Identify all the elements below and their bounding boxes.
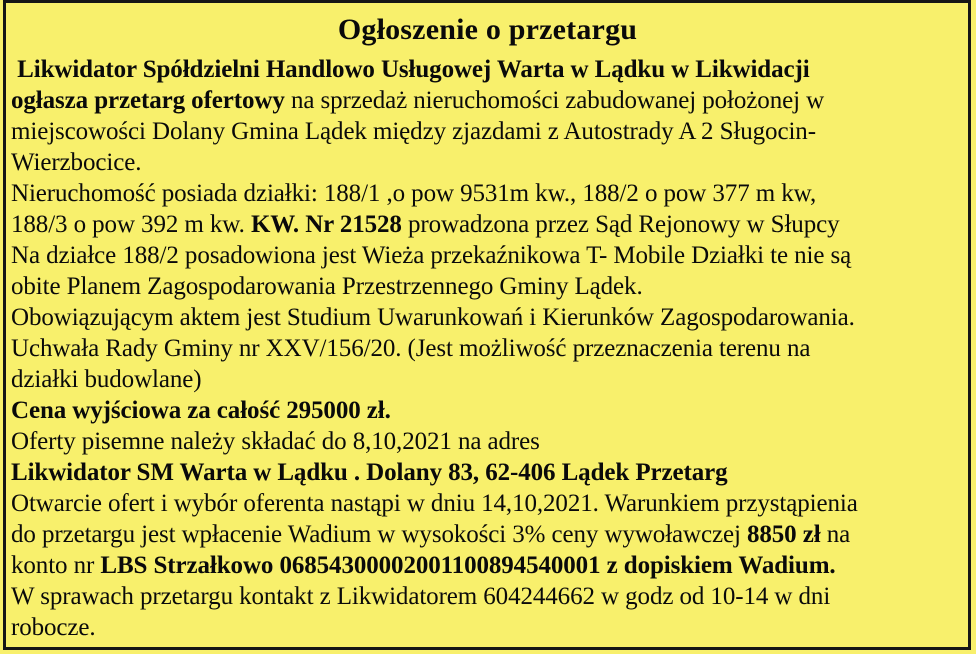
announcement-line [11,395,964,426]
announcement-body [11,54,964,643]
announcement-line [11,581,964,612]
announcement-text-bold: KW. Nr 21528 [250,211,402,238]
announcement-text: prowadzona przez Sąd Rejonowy w Słupcy [401,211,840,238]
announcement-line [11,550,964,581]
announcement-line [11,209,964,240]
announcement-text-bold: Likwidator Spółdzielni Handlowo Usługowej Warta w Lądku w Likwidacji [11,56,810,83]
announcement-text-bold: 8850 zł [746,521,821,548]
announcement-text-bold: Likwidator SM Warta w Lądku . Dolany 83, 62-406 Lądek Przetarg [11,459,728,486]
announcement-line [11,116,964,147]
announcement-text: Otwarcie ofert i wybór oferenta nastąpi w dniu 14,10,2021. Warunkiem przystąpienia [11,490,858,517]
announcement-line [11,54,964,85]
page-title: Ogłoszenie o przetargu [337,13,638,46]
announcement-text: Uchwała Rady Gminy nr XXV/156/20. (Jest możliwość przeznaczenia terenu na [11,335,811,362]
announcement-line [11,240,964,271]
announcement-line [11,85,964,116]
announcement-text: W sprawach przetargu kontakt z Likwidatorem 604244662 w godz od 10-14 w dni [11,583,831,610]
announcement-text: na sprzedaż nieruchomości zabudowanej położonej w [284,87,825,114]
announcement-text: robocze. [11,614,96,641]
announcement-line [11,178,964,209]
announcement-content [6,3,968,643]
announcement-line [11,271,964,302]
announcement-line [11,302,964,333]
announcement-text: obite Planem Zagospodarowania Przestrzennego Gminy Lądek. [11,273,643,300]
announcement-frame [3,0,971,650]
announcement-line [11,426,964,457]
announcement-line [11,333,964,364]
announcement-text: Oferty pisemne należy składać do 8,10,2021 na adres [11,428,540,455]
announcement-line [11,519,964,550]
announcement-line [11,364,964,395]
announcement-text: do przetargu jest wpłacenie Wadium w wysokości 3% ceny wywoławczej [11,521,747,548]
announcement-text: Na działce 188/2 posadowiona jest Wieża przekaźnikowa T- Mobile Działki te nie są [11,242,852,269]
announcement-text: 188/3 o pow 392 m kw. [11,211,251,238]
announcement-text: konto nr [11,552,101,579]
announcement-line [11,612,964,643]
announcement-line [11,457,964,488]
announcement-text-bold: ogłasza przetarg ofertowy [11,87,285,114]
announcement-line [11,488,964,519]
announcement-text: Wierzbocice. [11,149,142,176]
announcement-text-bold: Cena wyjściowa za całość 295000 zł. [11,397,391,424]
announcement-text: Obowiązującym aktem jest Studium Uwarunkowań i Kierunków Zagospodarowania. [11,304,855,331]
announcement-text-bold: LBS Strzałkowo 06854300002001100894540001 z dopiskiem Wadium. [100,552,836,579]
announcement-line [11,147,964,178]
announcement-text: miejscowości Dolany Gmina Lądek między zjazdami z Autostrady A 2 Sługocin- [11,118,816,145]
announcement-text: Nieruchomość posiada działki: 188/1 ,o pow 9531m kw., 188/2 o pow 377 m kw, [11,180,817,207]
announcement-text: działki budowlane) [11,366,202,393]
announcement-text: na [820,521,851,548]
